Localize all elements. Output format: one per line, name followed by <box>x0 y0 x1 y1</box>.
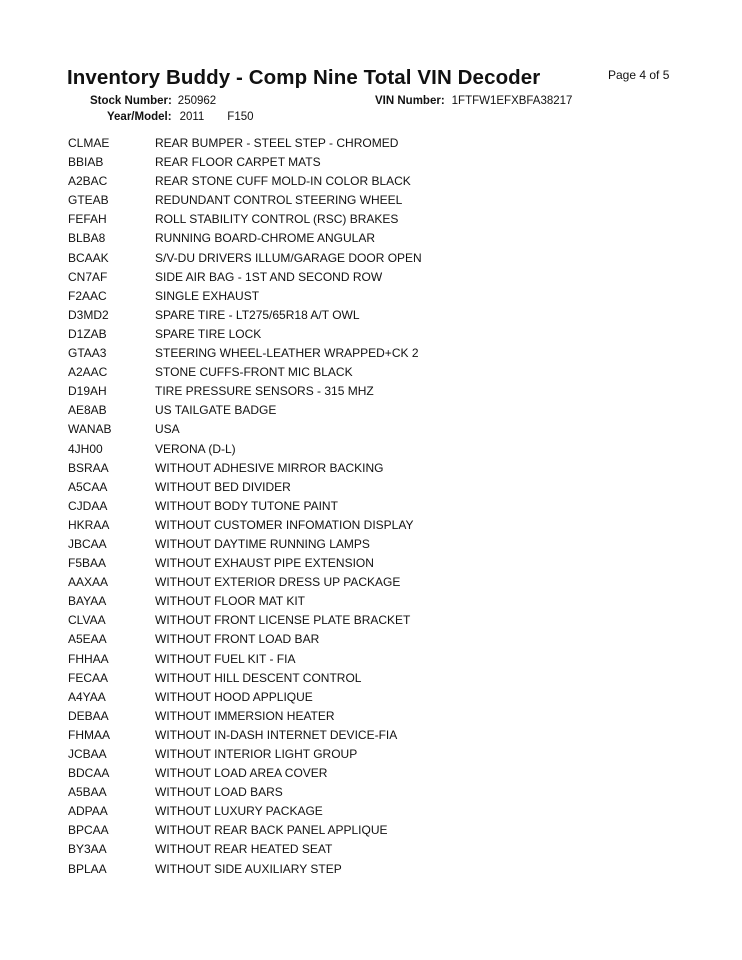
option-description: WITHOUT EXHAUST PIPE EXTENSION <box>155 556 374 571</box>
option-description: WITHOUT BODY TUTONE PAINT <box>155 498 338 513</box>
list-item <box>68 249 422 268</box>
option-code: BLBA8 <box>68 231 106 246</box>
year-model-label: Year/Model: <box>107 111 172 123</box>
list-item <box>68 153 422 172</box>
option-description: US TAILGATE BADGE <box>155 403 277 418</box>
option-description: WITHOUT FUEL KIT - FIA <box>155 651 296 666</box>
list-item <box>68 726 422 745</box>
option-code: A4YAA <box>68 689 106 704</box>
option-description: WITHOUT EXTERIOR DRESS UP PACKAGE <box>155 575 401 590</box>
list-item <box>68 210 422 229</box>
list-item <box>68 611 422 630</box>
option-description: SPARE TIRE - LT275/65R18 A/T OWL <box>155 307 360 322</box>
option-code: WANAB <box>68 422 112 437</box>
list-item <box>68 707 422 726</box>
option-code: A5EAA <box>68 632 107 647</box>
option-code: A5BAA <box>68 785 107 800</box>
list-item <box>68 840 422 859</box>
option-description: WITHOUT FRONT LICENSE PLATE BRACKET <box>155 613 411 628</box>
option-code: AE8AB <box>68 403 107 418</box>
list-item <box>68 344 422 363</box>
option-code: BPLAA <box>68 861 107 876</box>
option-code: BY3AA <box>68 842 107 857</box>
list-item <box>68 306 422 325</box>
option-description: WITHOUT SIDE AUXILIARY STEP <box>155 861 342 876</box>
option-code: CLVAA <box>68 613 106 628</box>
list-item <box>68 745 422 764</box>
option-description: WITHOUT ADHESIVE MIRROR BACKING <box>155 460 384 475</box>
option-description: STEERING WHEEL-LEATHER WRAPPED+CK 2 <box>155 346 419 361</box>
year-model <box>107 111 254 123</box>
list-item <box>68 401 422 420</box>
page-number: Page 4 of 5 <box>608 68 670 82</box>
option-code: FEFAH <box>68 212 107 227</box>
list-item <box>68 420 422 439</box>
list-item <box>68 783 422 802</box>
model-value: F150 <box>227 111 254 123</box>
option-code: CJDAA <box>68 498 108 513</box>
option-code: CLMAE <box>68 136 110 150</box>
option-code: D19AH <box>68 384 107 399</box>
option-code-list <box>68 134 422 879</box>
stock-number-label: Stock Number: <box>90 95 172 107</box>
option-code: FHHAA <box>68 651 109 666</box>
option-description: TIRE PRESSURE SENSORS - 315 MHZ <box>155 384 374 399</box>
option-description: WITHOUT LUXURY PACKAGE <box>155 804 323 819</box>
option-description: SIDE AIR BAG - 1ST AND SECOND ROW <box>155 269 383 284</box>
option-code: 4JH00 <box>68 441 103 456</box>
list-item <box>68 516 422 535</box>
list-item <box>68 134 422 153</box>
list-item <box>68 650 422 669</box>
vin-number-value: 1FTFW1EFXBFA38217 <box>451 95 573 107</box>
option-code: F2AAC <box>68 288 107 303</box>
option-code: GTAA3 <box>68 346 107 361</box>
option-description: WITHOUT CUSTOMER INFOMATION DISPLAY <box>155 517 414 532</box>
option-description: S/V-DU DRIVERS ILLUM/GARAGE DOOR OPEN <box>155 250 422 265</box>
option-code: D3MD2 <box>68 307 109 322</box>
list-item <box>68 325 422 344</box>
option-code: A2AAC <box>68 365 108 380</box>
option-description: USA <box>155 422 180 437</box>
option-description: SINGLE EXHAUST <box>155 288 260 303</box>
option-code: FECAA <box>68 670 109 685</box>
option-code: A5CAA <box>68 479 108 494</box>
list-item <box>68 229 422 248</box>
option-description: WITHOUT LOAD BARS <box>155 785 283 800</box>
list-item <box>68 669 422 688</box>
option-code: JCBAA <box>68 747 107 761</box>
option-description: SPARE TIRE LOCK <box>155 326 262 341</box>
list-item <box>68 802 422 821</box>
option-description: WITHOUT INTERIOR LIGHT GROUP <box>155 747 358 761</box>
option-description: WITHOUT HILL DESCENT CONTROL <box>155 670 362 685</box>
option-code: DEBAA <box>68 708 109 723</box>
list-item <box>68 191 422 210</box>
option-code: GTEAB <box>68 193 109 208</box>
option-code: F5BAA <box>68 556 107 571</box>
option-description: STONE CUFFS-FRONT MIC BLACK <box>155 365 353 380</box>
list-item <box>68 554 422 573</box>
vin-number-label: VIN Number: <box>375 95 445 107</box>
option-code: HKRAA <box>68 517 110 532</box>
option-code: BDCAA <box>68 766 110 781</box>
list-item <box>68 630 422 649</box>
option-description: VERONA (D-L) <box>155 441 236 456</box>
option-code: CN7AF <box>68 269 108 284</box>
option-description: REAR STONE CUFF MOLD-IN COLOR BLACK <box>155 174 411 189</box>
option-description: WITHOUT LOAD AREA COVER <box>155 766 328 781</box>
option-code: BPCAA <box>68 823 109 838</box>
option-code: JBCAA <box>68 536 107 551</box>
list-item <box>68 459 422 478</box>
list-item <box>68 688 422 707</box>
list-item <box>68 573 422 592</box>
stock-number-value: 250962 <box>177 95 217 107</box>
option-code: A2BAC <box>68 174 108 189</box>
list-item <box>68 592 422 611</box>
page-title: Inventory Buddy - Comp Nine Total VIN Decoder <box>67 66 541 89</box>
stock-number <box>90 95 216 107</box>
option-code: D1ZAB <box>68 326 107 341</box>
option-description: WITHOUT IN-DASH INTERNET DEVICE-FIA <box>155 727 398 742</box>
list-item <box>68 535 422 554</box>
option-description: WITHOUT REAR HEATED SEAT <box>155 842 333 857</box>
option-description: WITHOUT FRONT LOAD BAR <box>155 632 320 647</box>
list-item <box>68 172 422 191</box>
option-description: WITHOUT BED DIVIDER <box>155 479 291 494</box>
list-item <box>68 860 422 879</box>
option-code: BCAAK <box>68 250 109 265</box>
list-item <box>68 268 422 287</box>
list-item <box>68 382 422 401</box>
option-code: ADPAA <box>68 804 108 819</box>
list-item <box>68 287 422 306</box>
option-code: FHMAA <box>68 727 110 742</box>
option-code: BBIAB <box>68 155 104 170</box>
list-item <box>68 478 422 497</box>
option-description: WITHOUT REAR BACK PANEL APPLIQUE <box>155 823 388 838</box>
option-description: ROLL STABILITY CONTROL (RSC) BRAKES <box>155 212 399 227</box>
option-description: WITHOUT IMMERSION HEATER <box>155 708 335 723</box>
vin-number <box>375 95 572 107</box>
list-item <box>68 497 422 516</box>
year-value: 2011 <box>179 111 205 123</box>
list-item <box>68 821 422 840</box>
option-description: REAR FLOOR CARPET MATS <box>155 155 321 170</box>
list-item <box>68 440 422 459</box>
option-code: BSRAA <box>68 460 109 475</box>
option-description: WITHOUT HOOD APPLIQUE <box>155 689 313 704</box>
option-code: BAYAA <box>68 594 107 609</box>
option-description: WITHOUT DAYTIME RUNNING LAMPS <box>155 536 370 551</box>
option-code: AAXAA <box>68 575 109 590</box>
list-item <box>68 764 422 783</box>
option-description: REAR BUMPER - STEEL STEP - CHROMED <box>155 136 399 150</box>
option-description: REDUNDANT CONTROL STEERING WHEEL <box>155 193 403 208</box>
list-item <box>68 363 422 382</box>
option-description: WITHOUT FLOOR MAT KIT <box>155 594 305 609</box>
option-description: RUNNING BOARD-CHROME ANGULAR <box>155 231 376 246</box>
